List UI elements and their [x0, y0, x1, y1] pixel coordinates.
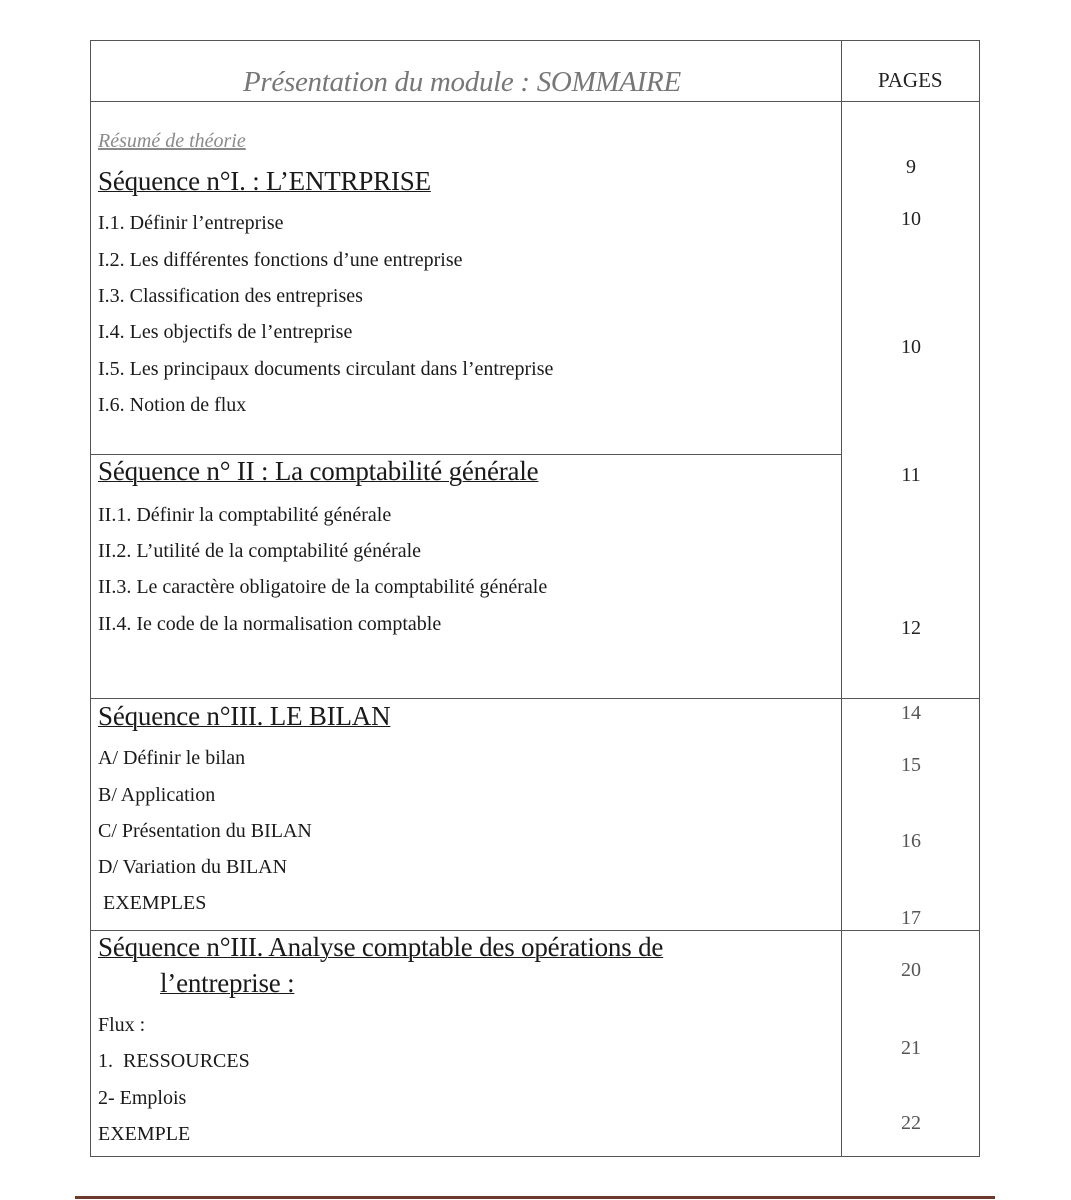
list-item: I.5. Les principaux documents circulant dans l’entreprise [98, 358, 554, 380]
page-number: 10 [901, 208, 921, 230]
list-item: C/ Présentation du BILAN [98, 820, 312, 842]
section-4-title-line2: l’entreprise : [160, 968, 295, 998]
pages-column-header: PAGES [878, 68, 943, 92]
page-number: 22 [901, 1112, 921, 1134]
section-2-title: Séquence n° II : La comptabilité générale [98, 456, 539, 486]
page-number: 9 [906, 156, 916, 178]
list-item: II.1. Définir la comptabilité générale [98, 504, 392, 526]
page-number: 20 [901, 959, 921, 981]
list-item: II.4. Ie code de la normalisation comptable [98, 613, 442, 635]
page-number: 21 [901, 1037, 921, 1059]
list-item: I.4. Les objectifs de l’entreprise [98, 321, 353, 343]
list-item: I.6. Notion de flux [98, 394, 247, 416]
list-item: EXEMPLES [98, 892, 207, 914]
resume-label: Résumé de théorie [98, 130, 246, 152]
section-4-title-line1: Séquence n°III. Analyse comptable des opérations de [98, 932, 664, 962]
list-item: II.2. L’utilité de la comptabilité générale [98, 540, 422, 562]
section-3-title: Séquence n°III. LE BILAN [98, 701, 391, 731]
page-number: 17 [901, 907, 921, 929]
header-divider [90, 101, 980, 102]
list-item: II.3. Le caractère obligatoire de la comptabilité générale [98, 576, 548, 598]
page-number: 12 [901, 617, 921, 639]
list-item: I.1. Définir l’entreprise [98, 212, 284, 234]
footer-rule [75, 1196, 995, 1199]
list-item: A/ Définir le bilan [98, 747, 246, 769]
list-item: I.3. Classification des entreprises [98, 285, 363, 307]
list-item: Flux : [98, 1014, 146, 1036]
page-number: 10 [901, 336, 921, 358]
list-item: 1. RESSOURCES [98, 1050, 250, 1072]
section-divider-2 [90, 698, 980, 699]
list-item: B/ Application [98, 784, 216, 806]
page-number: 16 [901, 830, 921, 852]
page-number: 15 [901, 754, 921, 776]
section-1-title: Séquence n°I. : L’ENTRPRISE [98, 166, 431, 196]
page-number: 14 [901, 702, 921, 724]
list-item: D/ Variation du BILAN [98, 856, 288, 878]
list-item: 2- Emplois [98, 1087, 187, 1109]
list-item: I.2. Les différentes fonctions d’une entreprise [98, 249, 463, 271]
page-number: 11 [901, 464, 921, 486]
column-divider [841, 40, 842, 1157]
table-title: Présentation du module : SOMMAIRE [243, 66, 681, 98]
list-item: EXEMPLE [98, 1123, 191, 1145]
